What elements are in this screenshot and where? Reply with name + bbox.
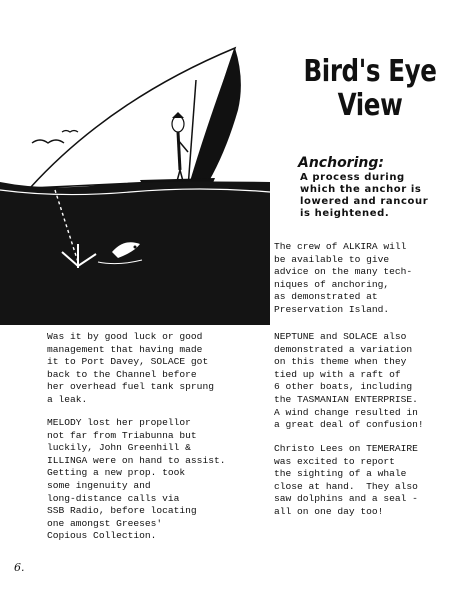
- definition-term: Anchoring:: [298, 155, 384, 171]
- title-line-1: Bird's Eye: [303, 54, 437, 89]
- definition-text: A process during which the anchor is lowered and rancour is heightened.: [300, 172, 429, 219]
- paragraph-christo-lees: Christo Lees on TEMERAIRE was excited to report the sighting of a whale close at hand. They also saw dolphins and a seal - all on one day too!: [274, 443, 418, 517]
- paragraph-melody: MELODY lost her propellor not far from Triabunna but luckily, John Greenhill & ILLINGA were on hand to assist. Getting a new prop. took some ingenuity and long-distance calls via SSB Radio, before locating one amongst Greeses' Copious Collection.: [47, 417, 226, 542]
- paragraph-solace-port-davey: Was it by good luck or good management that having made it to Port Davey, SOLACE got back to the Channel before her overhead fuel tank sprung a leak.: [47, 331, 214, 405]
- title-line-2: View: [337, 88, 403, 123]
- anchoring-cartoon-illustration: [0, 40, 270, 325]
- page-title: [288, 55, 452, 123]
- anchoring-definition: [288, 155, 468, 220]
- paragraph-neptune-solace: NEPTUNE and SOLACE also demonstrated a variation on this theme when they tied up with a raft of 6 other boats, including the TASMANIAN ENTERPRISE. A wind change resulted in a great deal of confusion!: [274, 331, 424, 431]
- page-number: 6.: [14, 561, 25, 574]
- paragraph-alkira: The crew of ALKIRA will be available to give advice on the many tech- niques of anchoring, as demonstrated at Preservation Island.: [274, 241, 413, 315]
